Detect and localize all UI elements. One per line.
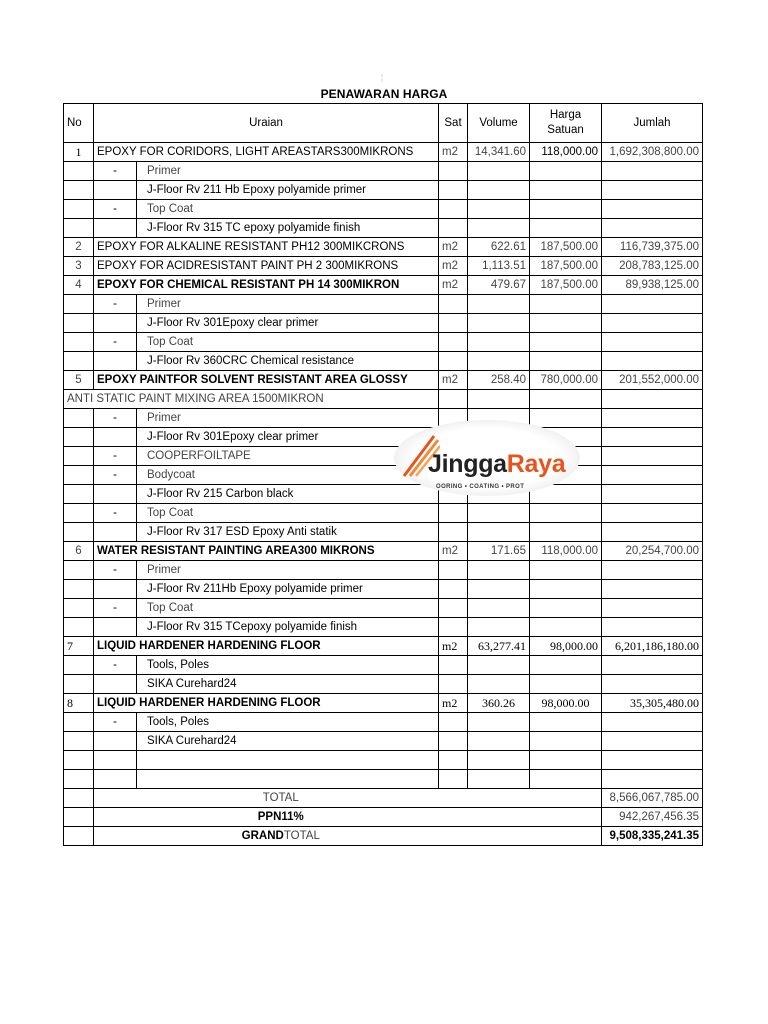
row-desc: Tools, Poles	[137, 713, 439, 732]
row-dash: -	[94, 466, 137, 485]
document-title: PENAWARAN HARGA	[320, 87, 448, 101]
row-volume: 1,113.51	[468, 257, 530, 276]
table-row	[64, 428, 703, 447]
table-row	[64, 200, 703, 219]
row-desc: Primer	[137, 295, 439, 314]
row-desc: Primer	[137, 162, 439, 181]
table-row	[64, 618, 703, 637]
row-sat: m2	[439, 276, 468, 295]
table-row	[64, 352, 703, 371]
grand-total-row	[64, 827, 703, 846]
header-harga-satuan: Harga Satuan	[530, 104, 602, 143]
ppn-value: 942,267,456.35	[602, 808, 703, 827]
row-jumlah: 201,552,000.00	[602, 371, 703, 390]
total-row	[64, 789, 703, 808]
row-harga: 187,500.00	[530, 238, 602, 257]
row-harga: 98,000.00	[530, 694, 602, 713]
row-harga: 187,500.00	[530, 276, 602, 295]
header-uraian: Uraian	[94, 104, 439, 143]
row-jumlah: 116,739,375.00	[602, 238, 703, 257]
page-mark: ¦	[381, 73, 384, 82]
table-row	[64, 162, 703, 181]
row-desc: Top Coat	[137, 333, 439, 352]
row-sat: m2	[439, 238, 468, 257]
ppn-label: PPN11%	[94, 808, 468, 827]
row-volume: 63,277.41	[468, 637, 530, 656]
row-dash: -	[94, 599, 137, 618]
row-desc: EPOXY PAINTFOR SOLVENT RESISTANT AREA GLOSSY	[94, 371, 439, 390]
table-row	[64, 523, 703, 542]
row-harga: 780,000.00	[530, 371, 602, 390]
table-row	[64, 295, 703, 314]
row-desc: J-Floor Rv 301Epoxy clear primer	[137, 428, 439, 447]
row-dash: -	[94, 409, 137, 428]
row-harga: 118,000.00	[530, 542, 602, 561]
row-desc: J-Floor Rv 215 Carbon black	[137, 485, 439, 504]
table-row	[64, 181, 703, 200]
row-volume: 360.26	[468, 694, 530, 713]
row-jumlah: 6,201,186,180.00	[602, 637, 703, 656]
table-row	[64, 143, 703, 162]
table-row	[64, 485, 703, 504]
row-desc: COOPERFOILTAPE	[137, 447, 439, 466]
row-desc: WATER RESISTANT PAINTING AREA300 MIKRONS	[94, 542, 439, 561]
row-desc: Top Coat	[137, 504, 439, 523]
table-row	[64, 390, 703, 409]
total-value: 8,566,067,785.00	[602, 789, 703, 808]
row-sat: m2	[439, 542, 468, 561]
row-harga: 98,000.00	[530, 637, 602, 656]
row-dash: -	[94, 447, 137, 466]
table-row	[64, 675, 703, 694]
header-no: No	[64, 104, 94, 143]
table-row	[64, 257, 703, 276]
row-no: 1	[64, 143, 94, 162]
row-no: 2	[64, 238, 94, 257]
row-sat: m2	[439, 637, 468, 656]
row-desc: J-Floor Rv 315 TC epoxy polyamide finish	[137, 219, 439, 238]
grand-total-label: GRANDTOTAL	[94, 827, 468, 846]
table-row	[64, 637, 703, 656]
row-sat: m2	[439, 143, 468, 162]
row-desc: J-Floor Rv 315 TCepoxy polyamide finish	[137, 618, 439, 637]
row-dash: -	[94, 561, 137, 580]
table-row	[64, 561, 703, 580]
row-no: 8	[64, 694, 94, 713]
table-row	[64, 276, 703, 295]
row-desc: SIKA Curehard24	[137, 732, 439, 751]
ppn-row	[64, 808, 703, 827]
logo-wordmark: JinggaRaya	[428, 450, 566, 478]
header-volume: Volume	[468, 104, 530, 143]
logo-tagline: OORING • COATING • PROT	[436, 484, 525, 490]
table-row	[64, 238, 703, 257]
price-table	[63, 103, 703, 846]
table-row	[64, 333, 703, 352]
table-row	[64, 713, 703, 732]
row-sat: m2	[439, 694, 468, 713]
row-dash: -	[94, 200, 137, 219]
row-harga: 118,000.00	[530, 143, 602, 162]
table-row	[64, 656, 703, 675]
row-dash: -	[94, 713, 137, 732]
row-desc: EPOXY FOR CHEMICAL RESISTANT PH 14 300MIKRON	[94, 276, 439, 295]
row-volume: 622.61	[468, 238, 530, 257]
row-jumlah: 20,254,700.00	[602, 542, 703, 561]
row-volume: 258.40	[468, 371, 530, 390]
table-row	[64, 694, 703, 713]
row-jumlah: 35,305,480.00	[602, 694, 703, 713]
jinggaraya-logo	[394, 420, 580, 496]
row-desc: J-Floor Rv 360CRC Chemical resistance	[137, 352, 439, 371]
row-desc: EPOXY FOR CORIDORS, LIGHT AREASTARS300MIKRONS	[94, 143, 439, 162]
table-row	[64, 409, 703, 428]
table-row	[64, 599, 703, 618]
row-jumlah: 1,692,308,800.00	[602, 143, 703, 162]
row-desc: EPOXY FOR ACIDRESISTANT PAINT PH 2 300MIKRONS	[94, 257, 439, 276]
table-row	[64, 732, 703, 751]
total-label: TOTAL	[94, 789, 468, 808]
row-harga: 187,500.00	[530, 257, 602, 276]
table-row	[64, 542, 703, 561]
table-row	[64, 580, 703, 599]
row-desc: Primer	[137, 561, 439, 580]
row-sat: m2	[439, 257, 468, 276]
row-desc: Tools, Poles	[137, 656, 439, 675]
row-desc: Bodycoat	[137, 466, 439, 485]
row-desc: J-Floor Rv 211 Hb Epoxy polyamide primer	[137, 181, 439, 200]
table-row	[64, 314, 703, 333]
header-row	[64, 104, 703, 143]
table-row	[64, 466, 703, 485]
row-desc: LIQUID HARDENER HARDENING FLOOR	[94, 637, 439, 656]
table-row	[64, 371, 703, 390]
row-volume: 171.65	[468, 542, 530, 561]
row-dash: -	[94, 656, 137, 675]
row-sat: m2	[439, 371, 468, 390]
row-volume: 479.67	[468, 276, 530, 295]
row-no: 7	[64, 637, 94, 656]
row-desc: Primer	[137, 409, 439, 428]
row-volume: 14,341.60	[468, 143, 530, 162]
empty-row	[64, 770, 703, 789]
row-no: 3	[64, 257, 94, 276]
row-dash: -	[94, 333, 137, 352]
row-jumlah: 89,938,125.00	[602, 276, 703, 295]
row-desc: J-Floor Rv 301Epoxy clear primer	[137, 314, 439, 333]
empty-row	[64, 751, 703, 770]
grand-total-value: 9,508,335,241.35	[602, 827, 703, 846]
row-no: 6	[64, 542, 94, 561]
row-dash: -	[94, 504, 137, 523]
row-desc: Top Coat	[137, 200, 439, 219]
row-no: 4	[64, 276, 94, 295]
header-sat: Sat	[439, 104, 468, 143]
row-desc: EPOXY FOR ALKALINE RESISTANT PH12 300MIKCRONS	[94, 238, 439, 257]
table-row	[64, 219, 703, 238]
row-desc: J-Floor Rv 211Hb Epoxy polyamide primer	[137, 580, 439, 599]
row-dash: -	[94, 295, 137, 314]
row-desc: ANTI STATIC PAINT MIXING AREA 1500MIKRON	[64, 390, 439, 409]
header-jumlah: Jumlah	[602, 104, 703, 143]
row-dash: -	[94, 162, 137, 181]
row-no: 5	[64, 371, 94, 390]
table-row	[64, 447, 703, 466]
row-desc: Top Coat	[137, 599, 439, 618]
table-row	[64, 504, 703, 523]
row-jumlah: 208,783,125.00	[602, 257, 703, 276]
row-desc: LIQUID HARDENER HARDENING FLOOR	[94, 694, 439, 713]
row-desc: SIKA Curehard24	[137, 675, 439, 694]
row-desc: J-Floor Rv 317 ESD Epoxy Anti statik	[137, 523, 439, 542]
